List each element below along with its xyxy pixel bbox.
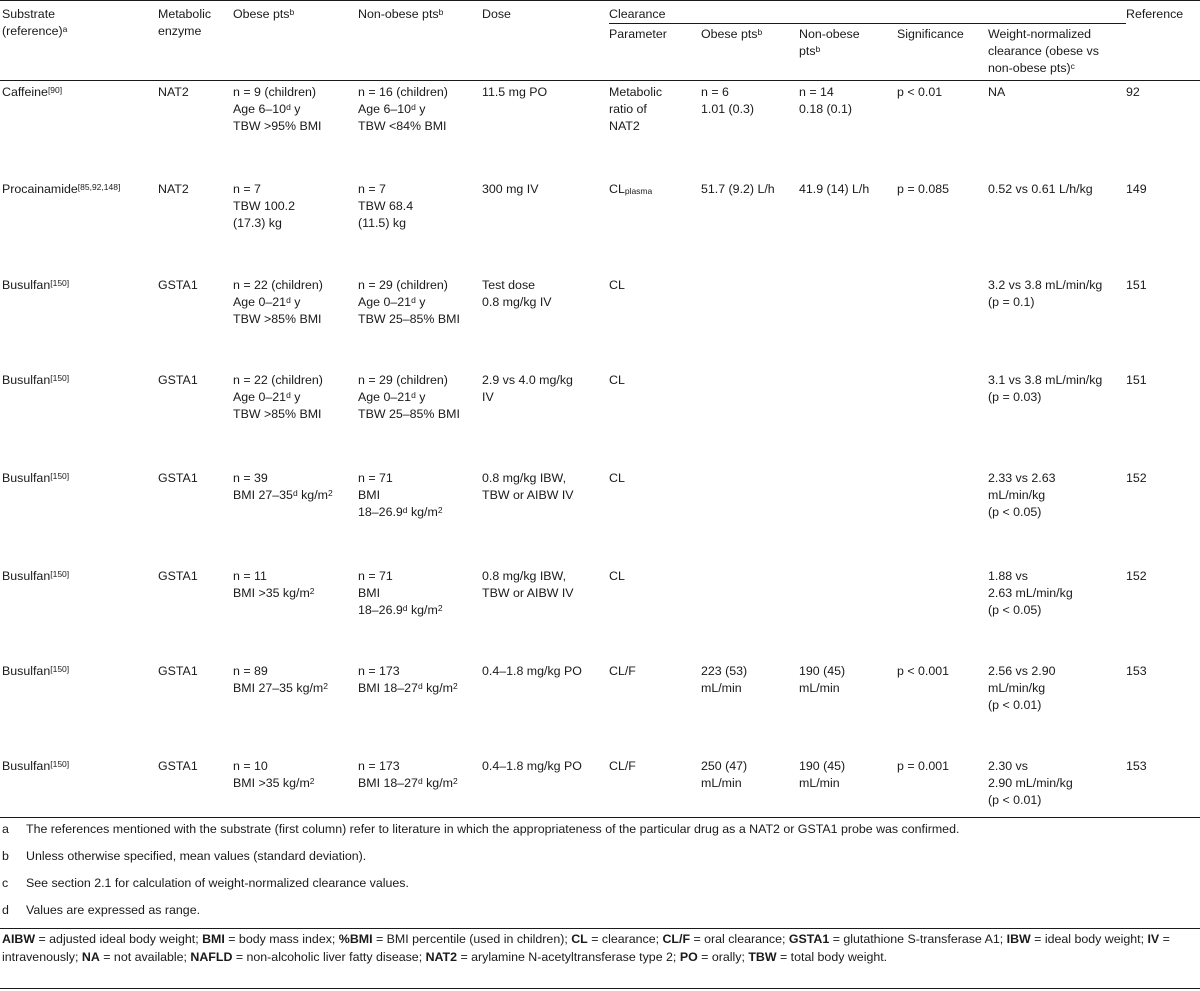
abbreviation-term: AIBW [2,932,36,946]
header-cl-obese: Obese pts$^b$ [701,27,763,41]
header-clearance: Clearance [609,1,1126,24]
table-row [0,81,1200,178]
cell-substrate: Busulfan[150] [2,758,70,773]
cell-obese: n = 22 (children) Age 0–21$^d$ y TBW >85% BMI [233,372,323,421]
cell-substrate: Busulfan[150] [2,663,70,678]
abbreviation-item [662,932,788,946]
abbreviation-item [2,932,202,946]
abbreviation-item [426,950,680,964]
abbreviation-definition: = adjusted ideal body weight; [35,932,203,946]
header-dose: Dose [482,1,609,81]
cell-parameter: CL [609,470,625,485]
abbreviation-term: %BMI [338,932,373,946]
cell-weight-normalized: 3.2 vs 3.8 mL/min/kg (p = 0.1) [988,277,1103,309]
cell-reference: 153 [1126,663,1147,678]
table-bottom-rule [0,817,1200,818]
cell-dose: 2.9 vs 4.0 mg/kg IV [482,372,573,404]
cell-parameter: $CL_{plasma}$ [609,181,653,196]
header-substrate: Substrate (reference)$^a$ [0,1,158,81]
cell-weight-normalized: 2.33 vs 2.63 mL/min/kg (p < 0.05) [988,470,1056,519]
cell-obese: n = 7 TBW 100.2 (17.3) kg [233,181,295,230]
abbreviation-definition: = orally; [697,950,749,964]
abbreviation-definition: = total body weight. [776,950,888,964]
cell-cl-nonobese [799,369,897,467]
cell-reference: 151 [1126,277,1147,292]
cell-dose: 0.8 mg/kg IBW, TBW or AIBW IV [482,470,574,502]
cell-parameter: CL [609,277,625,292]
header-cl-nonobese: Non-obese pts$^b$ [799,27,860,58]
header-obese-pts: Obese pts$^b$ [233,1,358,81]
cell-cl-nonobese: 190 (45) mL/min [799,663,846,695]
abbreviation-definition: = glutathione S-transferase A1; [829,932,1007,946]
abbreviation-term: NAT2 [425,950,458,964]
cell-substrate: Caffeine[90] [2,85,63,99]
cell-weight-normalized: 3.1 vs 3.8 mL/min/kg (p = 0.03) [988,372,1103,404]
end-rule [0,988,1200,989]
cell-significance: p = 0.001 [897,758,950,773]
cell-nonobese: n = 173 BMI 18–27$^d$ $kg/m^2$ [358,758,458,790]
abbreviation-term: BMI [202,932,225,946]
table-row [0,565,1200,660]
cell-significance [897,467,988,565]
header-significance: Significance [897,27,964,41]
cell-substrate: Busulfan[150] [2,372,70,387]
abbreviation-definition: = oral clearance; [690,932,789,946]
abbreviation-term: IV [1147,932,1160,946]
abbreviation-term: NAFLD [190,950,233,964]
cell-reference: 149 [1126,181,1147,196]
abbreviation-item [1007,932,1148,946]
cell-nonobese: n = 29 (children) Age 0–21$^d$ y TBW 25–85% BMI [358,372,460,421]
abbreviation-term: CL/F [662,932,691,946]
cell-dose: 300 mg IV [482,181,539,196]
header-weight-normalized: Weight-normalized clearance (obese vs non-obese pts)$^c$ [988,27,1099,75]
cell-reference: 151 [1126,372,1147,387]
abbreviation-definition: = not available; [99,950,191,964]
cell-cl-nonobese [799,467,897,565]
cell-cl-obese [701,467,799,565]
cell-cl-obese [701,274,799,369]
table-row [0,660,1200,755]
abbreviation-definition: = body mass index; [224,932,339,946]
cell-significance [897,565,988,660]
cell-dose: 0.4–1.8 mg/kg PO [482,758,582,773]
cell-weight-normalized: 2.30 vs 2.90 mL/min/kg (p < 0.01) [988,758,1073,807]
cell-reference: 153 [1126,758,1147,773]
cell-nonobese: n = 7 TBW 68.4 (11.5) kg [358,181,414,230]
cell-cl-nonobese [799,274,897,369]
abbreviation-item [202,932,339,946]
cell-dose: 0.4–1.8 mg/kg PO [482,663,582,678]
abbreviation-item [680,950,749,964]
abbreviation-term: TBW [748,950,777,964]
cell-weight-normalized: 0.52 vs 0.61 L/h/kg [988,181,1093,196]
cell-significance: p < 0.01 [897,85,943,99]
cell-dose: 11.5 mg PO [482,85,548,99]
abbreviation-list [0,930,1198,966]
cell-parameter: CL [609,568,625,583]
header-nonobese-pts: Non-obese pts$^b$ [358,1,482,81]
abbreviation-definition: = intravenously; [2,932,1170,964]
cell-parameter: CL/F [609,758,636,773]
table-row [0,369,1200,467]
cell-nonobese: n = 16 (children) Age 6–10$^d$ y TBW <84% BMI [358,85,448,133]
abbreviation-item [339,932,571,946]
cell-substrate: Procainamide[85,92,148] [2,181,121,196]
abbreviation-item [748,950,887,964]
footnote-d: d Values are expressed as range. [2,903,201,917]
cell-nonobese: n = 71 BMI 18–26.9$^d$ $kg/m^2$ [358,470,443,519]
cell-nonobese: n = 71 BMI 18–26.9$^d$ $kg/m^2$ [358,568,443,617]
cell-obese: n = 9 (children) Age 6–10$^d$ y TBW >95% BMI [233,85,322,133]
cell-enzyme: GSTA1 [158,758,198,773]
cell-cl-obese: 250 (47) mL/min [701,758,748,790]
cell-significance [897,369,988,467]
abbreviation-item [82,950,191,964]
table-row [0,274,1200,369]
cell-cl-nonobese [799,565,897,660]
footnote-a: a The references mentioned with the substrate (first column) refer to literature in which the appropriateness of the particular drug as a NAT2 or GSTA1 probe was confirmed. [2,822,960,836]
cell-enzyme: GSTA1 [158,663,198,678]
abbreviation-item [789,932,1007,946]
cell-obese: n = 10 BMI >35 $kg/m^2$ [233,758,315,790]
cell-substrate: Busulfan[150] [2,470,70,485]
cell-parameter: CL [609,372,625,387]
table-row [0,755,1200,812]
cell-cl-nonobese: n = 14 0.18 (0.1) [799,85,853,116]
abbreviation-definition: = non-alcoholic liver fatty disease; [232,950,426,964]
cell-nonobese: n = 29 (children) Age 0–21$^d$ y TBW 25–85% BMI [358,277,460,326]
abbreviation-term: GSTA1 [788,932,830,946]
cell-parameter: Metabolic ratio of NAT2 [609,85,663,133]
cell-weight-normalized: NA [988,85,1006,99]
abbreviation-item [190,950,425,964]
abbreviation-term: PO [679,950,698,964]
cell-obese: n = 39 BMI 27–35$^d$ $kg/m^2$ [233,470,333,502]
cell-enzyme: NAT2 [158,181,189,196]
cell-cl-obese [701,369,799,467]
header-reference: Reference [1126,1,1200,81]
table-row [0,467,1200,565]
table-header [0,1,1200,81]
cell-weight-normalized: 2.56 vs 2.90 mL/min/kg (p < 0.01) [988,663,1056,712]
cell-enzyme: NAT2 [158,85,189,99]
cell-parameter: CL/F [609,663,636,678]
cell-enzyme: GSTA1 [158,470,198,485]
cell-cl-obese: 51.7 (9.2) L/h [701,181,775,196]
table-row [0,178,1200,274]
abbreviation-term: CL [571,932,588,946]
cell-enzyme: GSTA1 [158,277,198,292]
cell-substrate: Busulfan[150] [2,568,70,583]
cell-obese: n = 11 BMI >35 $kg/m^2$ [233,568,315,600]
cell-obese: n = 89 BMI 27–35 $kg/m^2$ [233,663,328,695]
cell-reference: 152 [1126,568,1147,583]
abbreviation-definition: = arylamine N-acetyltransferase type 2; [457,950,680,964]
header-enzyme: Metabolic enzyme [158,1,233,81]
cell-cl-nonobese: 190 (45) mL/min [799,758,846,790]
cell-cl-obese: 223 (53) mL/min [701,663,748,695]
cell-reference: 92 [1126,85,1140,99]
header-parameter: Parameter [609,27,667,41]
abbreviation-definition: = BMI percentile (used in children); [372,932,572,946]
cell-substrate: Busulfan[150] [2,277,70,292]
footnote-c: c See section 2.1 for calculation of weight-normalized clearance values. [2,876,409,890]
abbreviation-item [571,932,662,946]
cell-significance: p = 0.085 [897,181,950,196]
footnote-b: b Unless otherwise specified, mean values (standard deviation). [2,849,367,863]
cell-significance: p < 0.001 [897,663,950,678]
cell-enzyme: GSTA1 [158,372,198,387]
cell-dose: Test dose 0.8 mg/kg IV [482,277,552,309]
cell-reference: 152 [1126,470,1147,485]
abbreviation-term: NA [81,950,100,964]
cell-nonobese: n = 173 BMI 18–27$^d$ $kg/m^2$ [358,663,458,695]
cell-cl-obese [701,565,799,660]
cell-dose: 0.8 mg/kg IBW, TBW or AIBW IV [482,568,574,600]
cell-obese: n = 22 (children) Age 0–21$^d$ y TBW >85% BMI [233,277,323,326]
cell-cl-nonobese: 41.9 (14) L/h [799,181,870,196]
abbreviation-term: IBW [1006,932,1031,946]
cell-cl-obese: n = 6 1.01 (0.3) [701,85,755,116]
abbreviation-definition: = ideal body weight; [1030,932,1148,946]
cell-significance [897,274,988,369]
abbreviation-definition: = clearance; [587,932,663,946]
cell-weight-normalized: 1.88 vs 2.63 mL/min/kg (p < 0.05) [988,568,1073,617]
cell-enzyme: GSTA1 [158,568,198,583]
footnote-rule [0,928,1200,929]
